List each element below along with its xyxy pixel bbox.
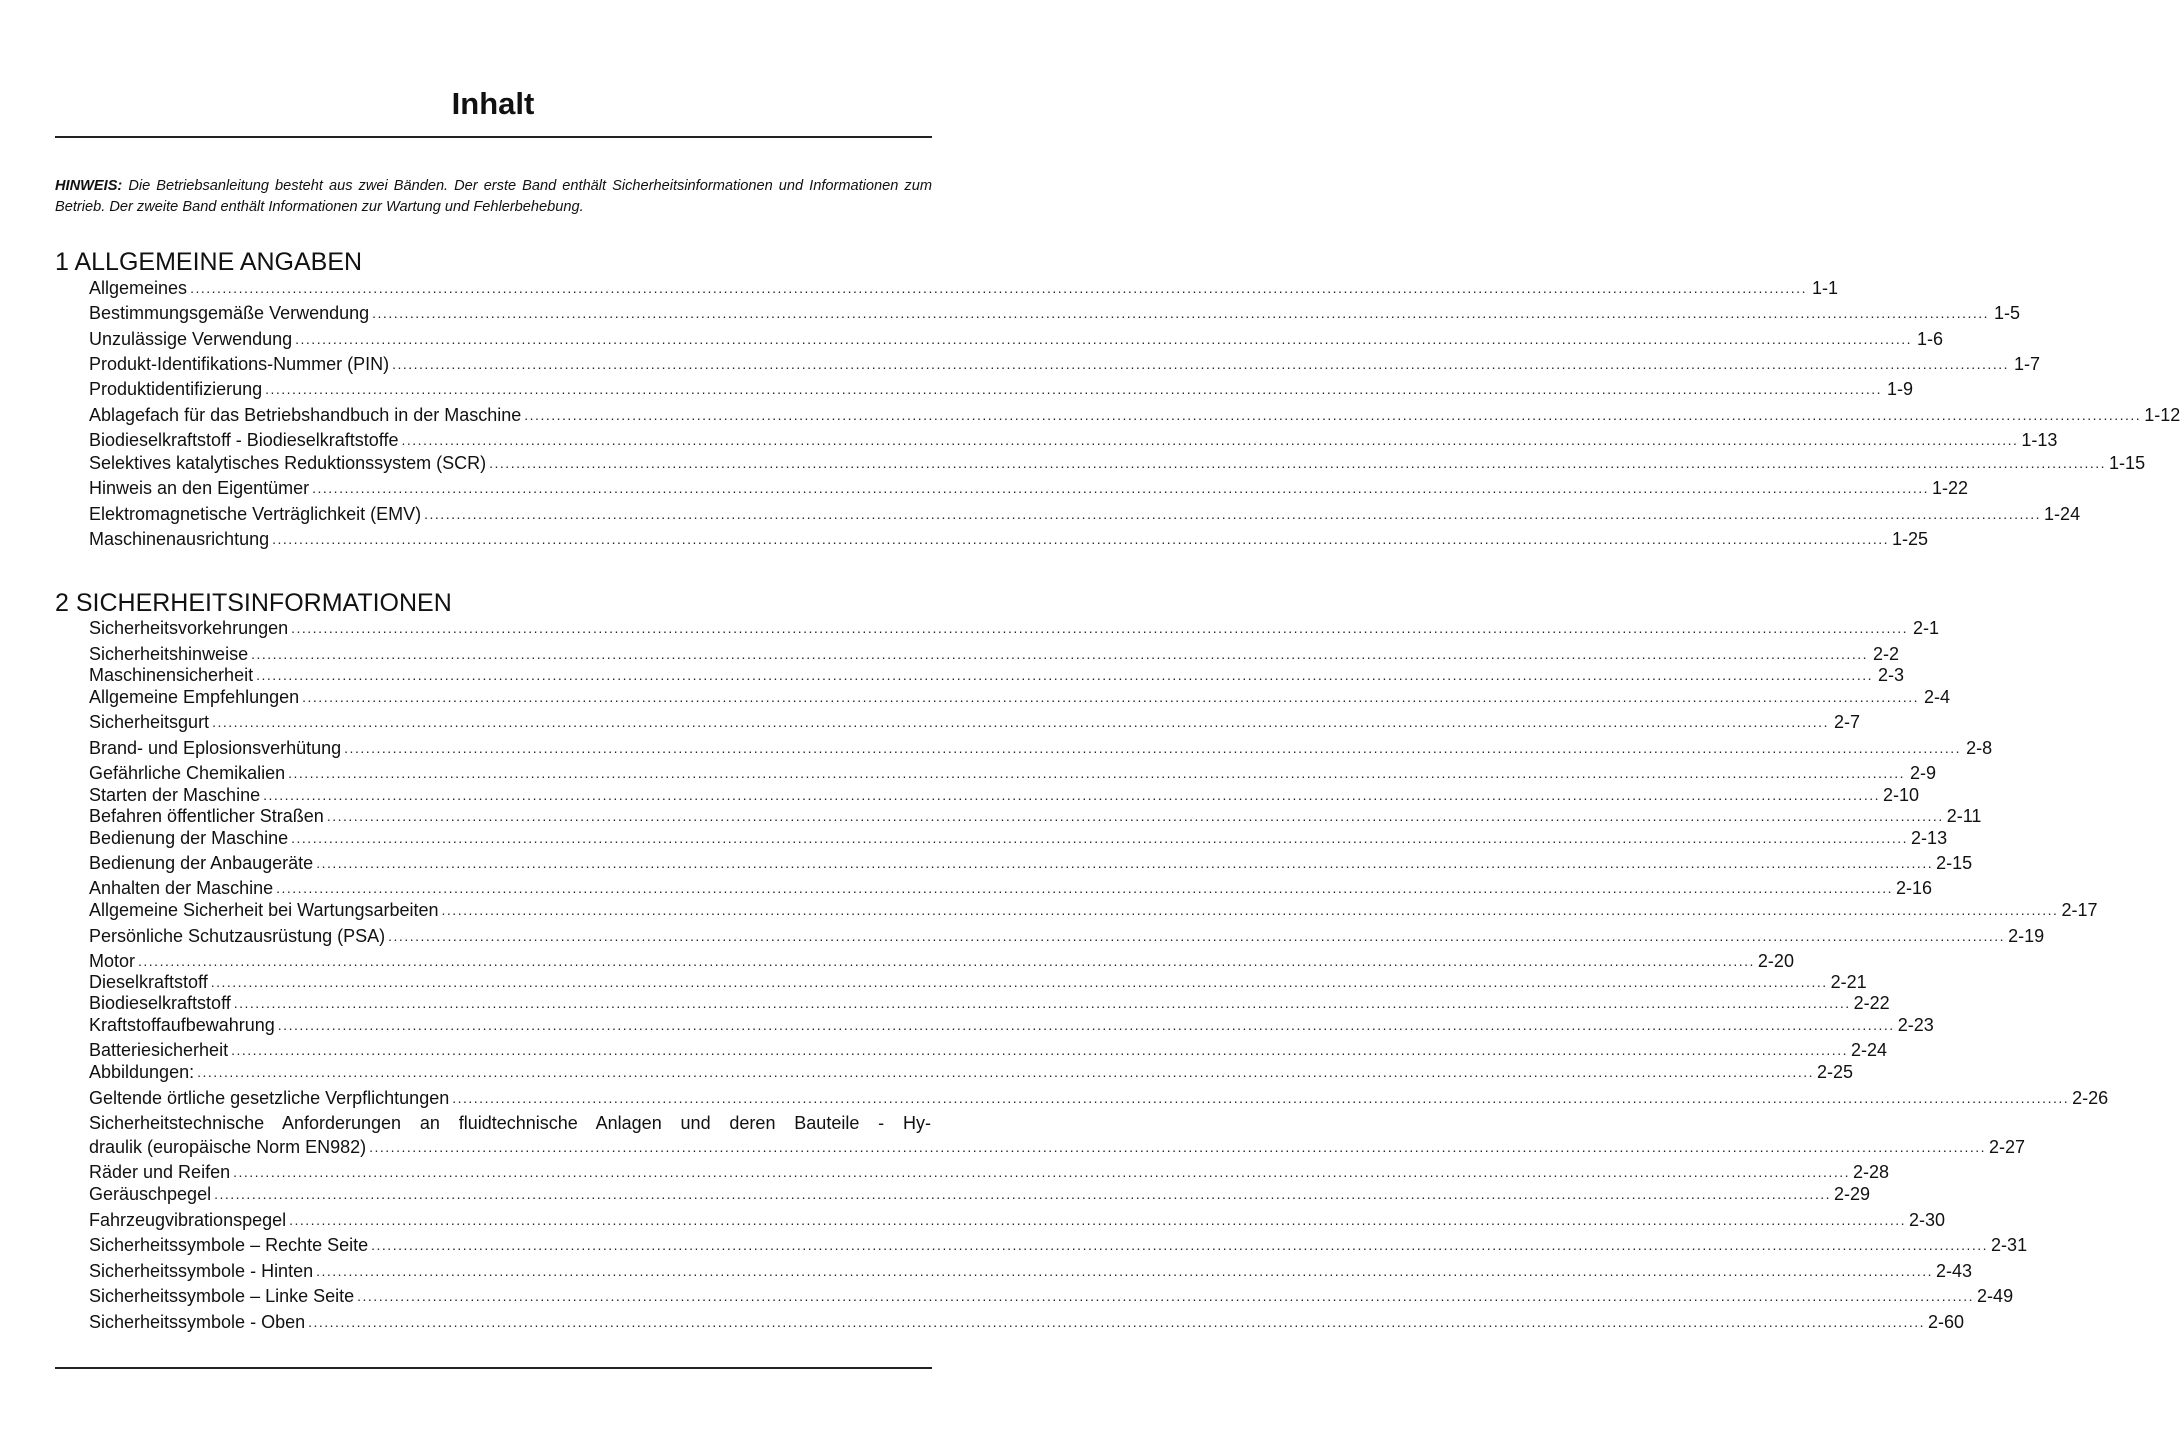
toc-entry[interactable]	[89, 277, 1838, 299]
toc-entry-title: Räder und Reifen	[89, 1162, 231, 1182]
toc-entry-title: Bestimmungsgemäße Verwendung	[89, 303, 370, 323]
toc-entry[interactable]	[89, 1039, 1888, 1061]
toc-entry-page: 1-9	[1887, 379, 1914, 399]
toc-entry[interactable]	[89, 827, 1948, 849]
toc-entry[interactable]	[89, 784, 1920, 806]
toc-entry[interactable]	[89, 1161, 1890, 1183]
dot-leader: ............................................................................................................................................................................................................................................................................................................	[138, 953, 1755, 969]
toc-entry[interactable]	[89, 737, 1993, 759]
toc-entry[interactable]	[89, 1136, 2026, 1158]
dot-leader: ............................................................................................................................................................................................................................................................................................................	[308, 1314, 1926, 1330]
toc-entry[interactable]	[89, 992, 1890, 1014]
toc-entry[interactable]	[89, 899, 2098, 921]
dot-leader: ............................................................................................................................................................................................................................................................................................................	[326, 808, 1944, 824]
dot-leader: ............................................................................................................................................................................................................................................................................................................	[371, 1237, 1989, 1253]
dot-leader: ............................................................................................................................................................................................................................................................................................................	[210, 974, 1828, 990]
toc-entry-page: 2-1	[1913, 618, 1940, 638]
toc-entry[interactable]	[89, 528, 1929, 550]
toc-entry-page: 2-8	[1966, 738, 1993, 758]
toc-entry[interactable]	[89, 762, 1936, 784]
toc-entry-page: 1-22	[1932, 478, 1969, 498]
dot-leader: ............................................................................................................................................................................................................................................................................................................	[401, 432, 2019, 448]
dot-leader: ............................................................................................................................................................................................................................................................................................................	[231, 1042, 1848, 1058]
toc-entry-page: 2-20	[1757, 951, 1794, 971]
toc-entry-page: 2-28	[1853, 1162, 1890, 1182]
dot-leader: ............................................................................................................................................................................................................................................................................................................	[251, 646, 1868, 662]
dot-leader: ............................................................................................................................................................................................................................................................................................................	[212, 714, 1829, 730]
dot-leader: ............................................................................................................................................................................................................................................................................................................	[369, 1139, 1987, 1155]
dot-leader: ............................................................................................................................................................................................................................................................................................................	[233, 1164, 1850, 1180]
toc-entry-title: Sicherheitssymbole - Oben	[89, 1312, 306, 1332]
dot-leader: ............................................................................................................................................................................................................................................................................................................	[357, 1288, 1975, 1304]
section-heading-2: 2 SICHERHEITSINFORMATIONEN	[55, 589, 452, 617]
toc-entry-title: Geräuschpegel	[89, 1184, 212, 1204]
toc-entry[interactable]	[89, 643, 1899, 665]
toc-entry[interactable]	[89, 617, 1940, 639]
toc-entry-title: Abbildungen:	[89, 1062, 195, 1082]
toc-entry-title: Elektromagnetische Verträglichkeit (EMV)	[89, 504, 422, 524]
toc-entry[interactable]	[89, 971, 1867, 993]
toc-entry-title: Motor	[89, 951, 136, 971]
toc-entry-page: 2-27	[1989, 1137, 2026, 1157]
toc-entry-title: draulik (europäische Norm EN982)	[89, 1137, 367, 1157]
toc-entry-title: Allgemeines	[89, 278, 188, 298]
toc-entry-title: Hinweis an den Eigentümer	[89, 478, 310, 498]
toc-entry[interactable]	[89, 686, 1951, 708]
toc-entry[interactable]	[89, 1061, 1854, 1083]
toc-entry-title: Allgemeine Empfehlungen	[89, 687, 300, 707]
dot-leader: ............................................................................................................................................................................................................................................................................................................	[388, 928, 2006, 944]
toc-entry[interactable]	[89, 852, 1973, 874]
toc-entry-page: 2-22	[1853, 993, 1890, 1013]
dot-leader: ............................................................................................................................................................................................................................................................................................................	[289, 1212, 1907, 1228]
toc-entry-title: Ablagefach für das Betriebshandbuch in der Maschine	[89, 405, 522, 425]
note-text: Die Betriebsanleitung besteht aus zwei Bänden. Der erste Band enthält Sicherheitsinformationen und Informationen zum Betrieb. Der zweite Band enthält Informationen zur Wartung und Fehlerbehebung.	[55, 178, 932, 215]
toc-entry[interactable]	[89, 477, 1969, 499]
toc-entry[interactable]	[89, 1183, 1871, 1205]
toc-entry-title: Persönliche Schutzausrüstung (PSA)	[89, 926, 386, 946]
dot-leader: ............................................................................................................................................................................................................................................................................................................	[489, 455, 2107, 471]
toc-entry-title: Batteriesicherheit	[89, 1040, 229, 1060]
toc-entry[interactable]	[89, 805, 1982, 827]
toc-entry[interactable]	[89, 353, 2040, 375]
toc-entry-page: 2-3	[1877, 665, 1904, 685]
toc-entry-title: Sicherheitssymbole – Linke Seite	[89, 1286, 355, 1306]
toc-entry-page: 2-24	[1850, 1040, 1888, 1060]
toc-entry-page: 1-15	[2109, 453, 2146, 473]
toc-entry-title: Bedienung der Anbaugeräte	[89, 853, 314, 873]
toc-entry[interactable]	[89, 711, 1860, 733]
toc-entry-title: Anhalten der Maschine	[89, 878, 274, 898]
dot-leader: ............................................................................................................................................................................................................................................................................................................	[277, 1017, 1895, 1033]
toc-entry-page: 2-16	[1896, 878, 1933, 898]
toc-entry-title: Brand- und Eplosionsverhütung	[89, 738, 342, 758]
toc-entry-title: Fahrzeugvibrationspegel	[89, 1210, 287, 1230]
dot-leader: ............................................................................................................................................................................................................................................................................................................	[316, 1263, 1934, 1279]
toc-entry[interactable]	[89, 328, 1944, 350]
dot-leader: ............................................................................................................................................................................................................................................................................................................	[265, 381, 1883, 397]
toc-entry-title: Bedienung der Maschine	[89, 828, 289, 848]
page-title: Inhalt	[451, 86, 535, 121]
section-heading-1: 1 ALLGEMEINE ANGABEN	[55, 248, 363, 276]
toc-entry-page: 2-43	[1936, 1261, 1973, 1281]
toc-entry[interactable]	[89, 1311, 1965, 1333]
toc-entry-title: Befahren öffentlicher Straßen	[89, 806, 324, 826]
toc-entry-title: Sicherheitshinweise	[89, 644, 249, 664]
toc-entry-title: Kraftstoffaufbewahrung	[89, 1015, 275, 1035]
toc-entry-title: Maschinensicherheit	[89, 665, 254, 685]
toc-entry-page: 1-5	[1994, 303, 2021, 323]
toc-entry[interactable]	[89, 1014, 1934, 1036]
toc-entry-page: 2-10	[1883, 785, 1920, 805]
toc-entry[interactable]	[89, 452, 2146, 474]
dot-leader: ............................................................................................................................................................................................................................................................................................................	[256, 667, 1873, 683]
toc-entry-page: 2-2	[1872, 644, 1899, 664]
dot-leader: ............................................................................................................................................................................................................................................................................................................	[197, 1064, 1814, 1080]
dot-leader: ............................................................................................................................................................................................................................................................................................................	[214, 1186, 1831, 1202]
toc-entry-page: 2-7	[1833, 712, 1860, 732]
toc-entry-page: 2-4	[1924, 687, 1951, 707]
toc-entry[interactable]	[89, 1285, 2014, 1307]
toc-entry-title: Geltende örtliche gesetzliche Verpflichtungen	[89, 1088, 450, 1108]
toc-entry-page: 2-13	[1911, 828, 1948, 848]
note-label: HINWEIS:	[55, 178, 123, 194]
dot-leader: ............................................................................................................................................................................................................................................................................................................	[392, 356, 2009, 372]
toc-entry-page: 2-11	[1946, 806, 1982, 826]
dot-leader: ............................................................................................................................................................................................................................................................................................................	[344, 740, 1962, 756]
dot-leader: ............................................................................................................................................................................................................................................................................................................	[288, 765, 1905, 781]
dot-leader: ............................................................................................................................................................................................................................................................................................................	[372, 305, 1990, 321]
dot-leader: ............................................................................................................................................................................................................................................................................................................	[424, 506, 2042, 522]
toc-entry[interactable]	[89, 877, 1933, 899]
toc-entry[interactable]	[89, 1260, 1973, 1282]
toc-entry-title: Biodieselkraftstoff	[89, 993, 231, 1013]
dot-leader: ............................................................................................................................................................................................................................................................................................................	[302, 689, 1920, 705]
toc-entry-page: 1-24	[2044, 504, 2081, 524]
toc-entry-title: Dieselkraftstoff	[89, 972, 208, 992]
toc-entry[interactable]	[89, 503, 2081, 525]
dot-leader: ............................................................................................................................................................................................................................................................................................................	[524, 407, 2142, 423]
toc-entry-page: 2-9	[1909, 763, 1936, 783]
toc-entry-page: 2-25	[1817, 1062, 1854, 1082]
toc-entry[interactable]	[89, 429, 2058, 451]
toc-entry-page: 2-30	[1909, 1210, 1946, 1230]
dot-leader: ............................................................................................................................................................................................................................................................................................................	[263, 787, 1880, 803]
toc-entry-page: 1-13	[2021, 430, 2058, 450]
toc-entry[interactable]	[89, 1234, 2028, 1256]
dot-leader: ............................................................................................................................................................................................................................................................................................................	[291, 830, 1909, 846]
dot-leader: ............................................................................................................................................................................................................................................................................................................	[441, 902, 2059, 918]
dot-leader: ............................................................................................................................................................................................................................................................................................................	[190, 280, 1807, 296]
toc-entry-page: 2-23	[1897, 1015, 1934, 1035]
toc-entry-title: Sicherheitssymbole – Rechte Seite	[89, 1235, 369, 1255]
dot-leader: ............................................................................................................................................................................................................................................................................................................	[452, 1090, 2070, 1106]
toc-entry-page: 1-12	[2144, 405, 2180, 425]
toc-entry-title: Produkt-Identifikations-Nummer (PIN)	[89, 354, 390, 374]
note-paragraph	[55, 176, 932, 218]
toc-entry-page: 1-7	[2013, 354, 2040, 374]
toc-entry-title: Produktidentifizierung	[89, 379, 263, 399]
toc-entry-title: Maschinenausrichtung	[89, 529, 270, 549]
toc-entry-page: 2-31	[1991, 1235, 2028, 1255]
toc-entry[interactable]	[89, 1087, 2109, 1109]
toc-entry[interactable]	[89, 404, 2180, 426]
toc-entry-page: 2-26	[2072, 1088, 2109, 1108]
toc-entry-page: 2-19	[2008, 926, 2045, 946]
toc-entry-page: 1-6	[1917, 329, 1944, 349]
toc-entry[interactable]	[89, 950, 1794, 972]
toc-entry-title: Sicherheitsgurt	[89, 712, 210, 732]
toc-entry-title: Allgemeine Sicherheit bei Wartungsarbeiten	[89, 900, 439, 920]
toc-entry[interactable]	[89, 664, 1904, 686]
toc-entry-title: Sicherheitssymbole - Hinten	[89, 1261, 314, 1281]
dot-leader: ............................................................................................................................................................................................................................................................................................................	[295, 331, 1913, 347]
dot-leader: ............................................................................................................................................................................................................................................................................................................	[316, 855, 1934, 871]
toc-entry-title-line1: Sicherheitstechnische Anforderungen an fluidtechnische Anlagen und deren Bauteile - Hy-	[89, 1113, 931, 1133]
toc-entry-page: 2-49	[1977, 1286, 2014, 1306]
toc-entry-title: Gefährliche Chemikalien	[89, 763, 286, 783]
top-divider	[55, 136, 932, 138]
bottom-divider	[55, 1367, 932, 1369]
toc-entry-title: Biodieselkraftstoff - Biodieselkraftstoffe	[89, 430, 399, 450]
toc-entry-page: 1-1	[1811, 278, 1838, 298]
dot-leader: ............................................................................................................................................................................................................................................................................................................	[272, 531, 1890, 547]
dot-leader: ............................................................................................................................................................................................................................................................................................................	[312, 480, 1930, 496]
toc-entry-page: 2-17	[2061, 900, 2098, 920]
toc-entry-page: 2-15	[1936, 853, 1973, 873]
toc-entry[interactable]	[89, 378, 1914, 400]
toc-entry-page: 2-60	[1928, 1312, 1965, 1332]
dot-leader: ............................................................................................................................................................................................................................................................................................................	[233, 995, 1851, 1011]
toc-entry-title: Selektives katalytisches Reduktionssystem (SCR)	[89, 453, 487, 473]
dot-leader: ............................................................................................................................................................................................................................................................................................................	[291, 620, 1909, 636]
toc-entry[interactable]	[89, 302, 2021, 324]
toc-entry[interactable]	[89, 925, 2045, 947]
toc-entry-page: 1-25	[1892, 529, 1929, 549]
toc-entry[interactable]	[89, 1209, 1946, 1231]
toc-entry-page: 2-21	[1830, 972, 1867, 992]
toc-entry-title: Starten der Maschine	[89, 785, 261, 805]
toc-entry-page: 2-29	[1834, 1184, 1871, 1204]
toc-entry-title: Unzulässige Verwendung	[89, 329, 293, 349]
dot-leader: ............................................................................................................................................................................................................................................................................................................	[276, 880, 1894, 896]
toc-entry-title: Sicherheitsvorkehrungen	[89, 618, 289, 638]
